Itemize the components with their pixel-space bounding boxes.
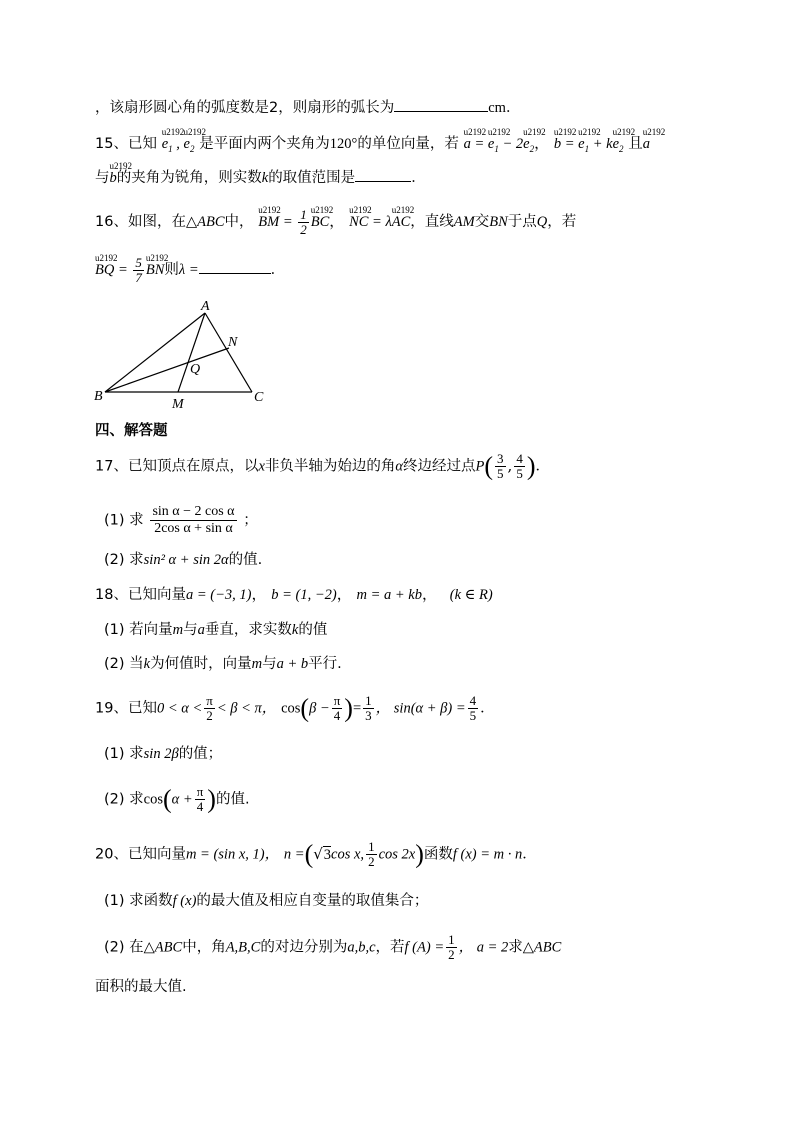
q16-nc-eq: u2192 NC = λu2192 AC — [349, 214, 410, 230]
q19-text-a: 19、已知 — [95, 700, 157, 717]
q16-q: Q — [536, 213, 548, 230]
q18-k: k — [291, 622, 299, 638]
sqrt3: √3 — [313, 844, 332, 863]
q19-sin: ， sin(α + β) = — [375, 700, 466, 717]
edge-BA — [105, 313, 205, 392]
q19-part2-a: (2) 求 — [104, 791, 144, 808]
q15-text-a: 15、已知 — [95, 136, 157, 152]
q19-part2-end: 的值. — [215, 791, 250, 808]
segment-AM — [178, 313, 205, 392]
q15-k: k — [261, 170, 269, 186]
label-N: N — [228, 335, 238, 350]
q20-cos2x: cos 2x — [378, 846, 416, 863]
q17-end: ． — [535, 458, 550, 475]
segment-BN — [105, 348, 229, 392]
q20-line1: 20、已知向量m = (sin x, 1)， n =(√3cos x, $\frac{1}{2}$ cos 2x)函数f (x) = m · n． — [95, 839, 537, 869]
q16-triangle: △ABC — [185, 213, 225, 230]
q18-part2-b: 为何值时，向量 — [150, 656, 252, 672]
vec-e1-e2: u2192 $e_1$ , u2192 $e_2$ — [162, 136, 195, 152]
q17-part1-fraction: $\frac{\text{sin α − 2 cos α}}{\text{2cos α + sin α}}$ — [152, 504, 235, 536]
q16-line2 — [95, 256, 285, 285]
q18-m: m — [172, 622, 184, 638]
q15-text-b: 是平面内两个夹角为 — [199, 136, 330, 152]
q20-part2: (2) 在△ABC中，角A,B,C的对边分别为a,b,c，若f (A) = $\frac{1}{2}$ ， a = 2求△ABC — [104, 932, 562, 962]
q17-alpha: α — [395, 458, 404, 475]
q20-fx: f (x) = m · n — [452, 846, 523, 863]
q20-part2-fa: f (A) = — [404, 939, 445, 956]
q16-bn: BN — [489, 213, 508, 230]
q15-text-c: 的单位向量，若 — [357, 136, 459, 152]
q18-part1 — [104, 618, 327, 641]
q15-text-d: 且 — [628, 136, 643, 152]
edge-AC — [205, 313, 252, 392]
q14-tail — [95, 96, 520, 119]
q19-part1-expr: sin 2β — [143, 746, 179, 762]
q20-vec-m: m = (sin x, 1)， — [185, 846, 280, 863]
q19-beta: β − — [309, 700, 330, 717]
q18-a: a — [197, 622, 205, 638]
q18-vec-b: b = (1, −2) — [271, 587, 337, 603]
answer-blank[interactable] — [394, 97, 488, 112]
q19-line1: 19、已知0 < α < $\frac{\pi}{2}$ < β < π， cos(β − $\frac{\pi}{4}$ )= $\frac{1}{3}$ ， sin(α + β) = $\frac{4}{5}$ ． — [95, 693, 495, 723]
label-C: C — [254, 390, 264, 405]
answer-blank[interactable] — [355, 167, 411, 182]
q20-part2-d: ，若 — [375, 939, 405, 956]
q18-part1-d: 的值 — [298, 622, 328, 638]
q16-text-d: 于点 — [507, 213, 537, 230]
q20-part2-tri2: △ABC — [522, 939, 562, 956]
q17-p: P — [475, 458, 485, 475]
q16-text-c: ，直线 — [410, 213, 454, 230]
q20-part2-e: 求 — [508, 939, 523, 956]
q18-k-real: (k ∈ R) — [449, 587, 493, 603]
q19-cos: cos — [281, 700, 301, 717]
q20-cosx: cos x, — [331, 846, 365, 863]
q20-part1-fx: f (x) — [172, 893, 197, 909]
q17-part1 — [104, 504, 258, 537]
q19-part2-cos: cos — [143, 791, 163, 808]
label-Q: Q — [190, 362, 201, 377]
q18-part2-d: 平行. — [308, 656, 342, 672]
q15-line2 — [95, 166, 426, 189]
q17-x: x — [258, 458, 265, 475]
q18-part1-c: 垂直，求实数 — [204, 622, 292, 638]
q20-part2-c: 的对边分别为 — [260, 939, 348, 956]
q20-vec-n: n = — [283, 846, 305, 863]
q20-part1-end: 的最大值及相应自变量的取值集合； — [196, 893, 429, 909]
q16-bq-eq: u2192 BQ = $\frac{5}{7}$ u2192 BN — [95, 262, 164, 278]
q18-text-a: 18、已知向量 — [95, 587, 186, 603]
q15-text-f: 的夹角为锐角，则实数 — [116, 170, 262, 186]
q19-part2: (2) 求cos(α + $\frac{\pi}{4}$ )的值. — [104, 784, 250, 814]
q19-part2-alpha: α + — [171, 791, 193, 808]
q16-text-a: 16、如图，在 — [95, 213, 186, 230]
q16-text-e: ，若 — [547, 213, 577, 230]
q15-text-g: 的取值范围是 — [268, 170, 356, 186]
q17-part2 — [104, 548, 262, 571]
q16-end: ． — [270, 261, 286, 278]
q19-part1-a: (1) 求 — [104, 746, 144, 762]
q16-text-b: 中， — [224, 213, 254, 230]
q17-part1-label: (1) 求 — [104, 512, 144, 529]
q16-jiao: 交 — [474, 213, 490, 230]
q16-bm-eq: u2192 BM = $\frac{1}{2}$ u2192 BC — [258, 214, 329, 230]
q20-part2-f: 面积的最大值. — [95, 979, 187, 995]
q16-text-f: 则 — [164, 261, 179, 278]
q20-part1 — [104, 889, 428, 912]
q15-vec-a-def: u2192 a = u2192 $e_1 - 2u2192$ $e_2$ — [464, 136, 534, 152]
q19-cond2: < β < π， — [216, 700, 277, 717]
q18-m2: m — [251, 656, 263, 672]
q18-k2: k — [143, 656, 151, 672]
q20-part2-angles: A,B,C — [225, 939, 261, 956]
q16-lambda: λ = — [178, 261, 199, 278]
q16-line1: 16、如图，在△ABC中， u2192 BM = $\frac{1}{2}$ u2192 BC， u2192 NC = λu2192 AC，直线AM交BN于点Q，若 — [95, 208, 576, 237]
label-B: B — [94, 389, 103, 404]
q18-part1-a: (1) 若向量 — [104, 622, 173, 638]
q20-part2-b: 中，角 — [182, 939, 226, 956]
q17-text-c: 终边经过点 — [403, 458, 476, 475]
q14-text: ，该扇形圆心角的弧度数是2，则扇形的弧长为 — [95, 100, 395, 116]
q18-part1-b: 与 — [183, 622, 198, 638]
label-A: A — [201, 299, 210, 314]
q20-text-a: 20、已知向量 — [95, 846, 186, 863]
q20-part2-a: (2) 在 — [104, 939, 144, 956]
q15-end: ． — [411, 170, 426, 186]
q17-part2-label: (2) 求 — [104, 552, 144, 568]
q20-text-b: 函数 — [423, 846, 453, 863]
q18-line1: 18、已知向量a = (−3, 1)， b = (1, −2)， m = a + kb， (k ∈ R) — [95, 585, 493, 603]
section-title: 四、解答题 — [95, 423, 168, 439]
q20-part2-tri: △ABC — [143, 939, 183, 956]
q18-vec-a: a = (−3, 1) — [185, 587, 252, 603]
answer-blank[interactable] — [199, 259, 271, 274]
q17-part1-end: ； — [243, 512, 258, 529]
q17-line1: 17、已知顶点在原点，以x非负半轴为始边的角α终边经过点P( $\frac{3}{5}$ , $\frac{4}{5}$ )． — [95, 451, 550, 481]
q15-vec-b: u2192 b — [110, 170, 117, 186]
q20-part2-cont — [95, 975, 187, 998]
q19-cond1: 0 < α < — [156, 700, 203, 717]
q15-vec-b-def: u2192 b = u2192 $e_1 + ku2192$ $e_2$ — [554, 136, 624, 152]
q17-text-b: 非负半轴为始边的角 — [264, 458, 396, 475]
triangle-figure — [92, 298, 272, 410]
q17-text-a: 17、已知顶点在原点，以 — [95, 458, 259, 475]
q20-part2-a2: ， a = 2 — [458, 939, 509, 956]
q17-part2-end: 的值. — [228, 552, 263, 568]
q17-part2-expr: sin² α + sin 2α — [143, 552, 229, 568]
q20-part1-a: (1) 求函数 — [104, 893, 173, 909]
q19-end: ． — [480, 700, 495, 717]
q19-eq: = — [352, 700, 362, 717]
q18-vec-m: m = a + kb — [356, 587, 422, 603]
q20-part2-sides: a,b,c — [347, 939, 376, 956]
q15-angle: 120° — [329, 136, 358, 152]
label-M: M — [172, 397, 184, 410]
q15-vec-a: u2192 a — [643, 136, 650, 152]
unit-cm: cm． — [488, 100, 521, 116]
q18-part2-c: 与 — [262, 656, 277, 672]
q20-end: ． — [522, 846, 537, 863]
q15-text-e: 与 — [95, 170, 110, 186]
q16-am: AM — [453, 213, 475, 230]
q19-part1-end: 的值； — [178, 746, 223, 762]
q18-part2 — [104, 652, 342, 675]
q15-line1: 15、已知 u2192 $e_1$ , u2192 $e_2$ 是平面内两个夹角为120°的单位向量，若 u2192 a = u2192 $e_1 - 2u2192$ $e_2$， u2192 b = u2192 $e_1 + ku2192$ $e_2$ 且u2192 a — [95, 132, 650, 160]
q19-part1 — [104, 742, 222, 765]
q18-a-plus-b: a + b — [276, 656, 309, 672]
q18-part2-a: (2) 当 — [104, 656, 144, 672]
